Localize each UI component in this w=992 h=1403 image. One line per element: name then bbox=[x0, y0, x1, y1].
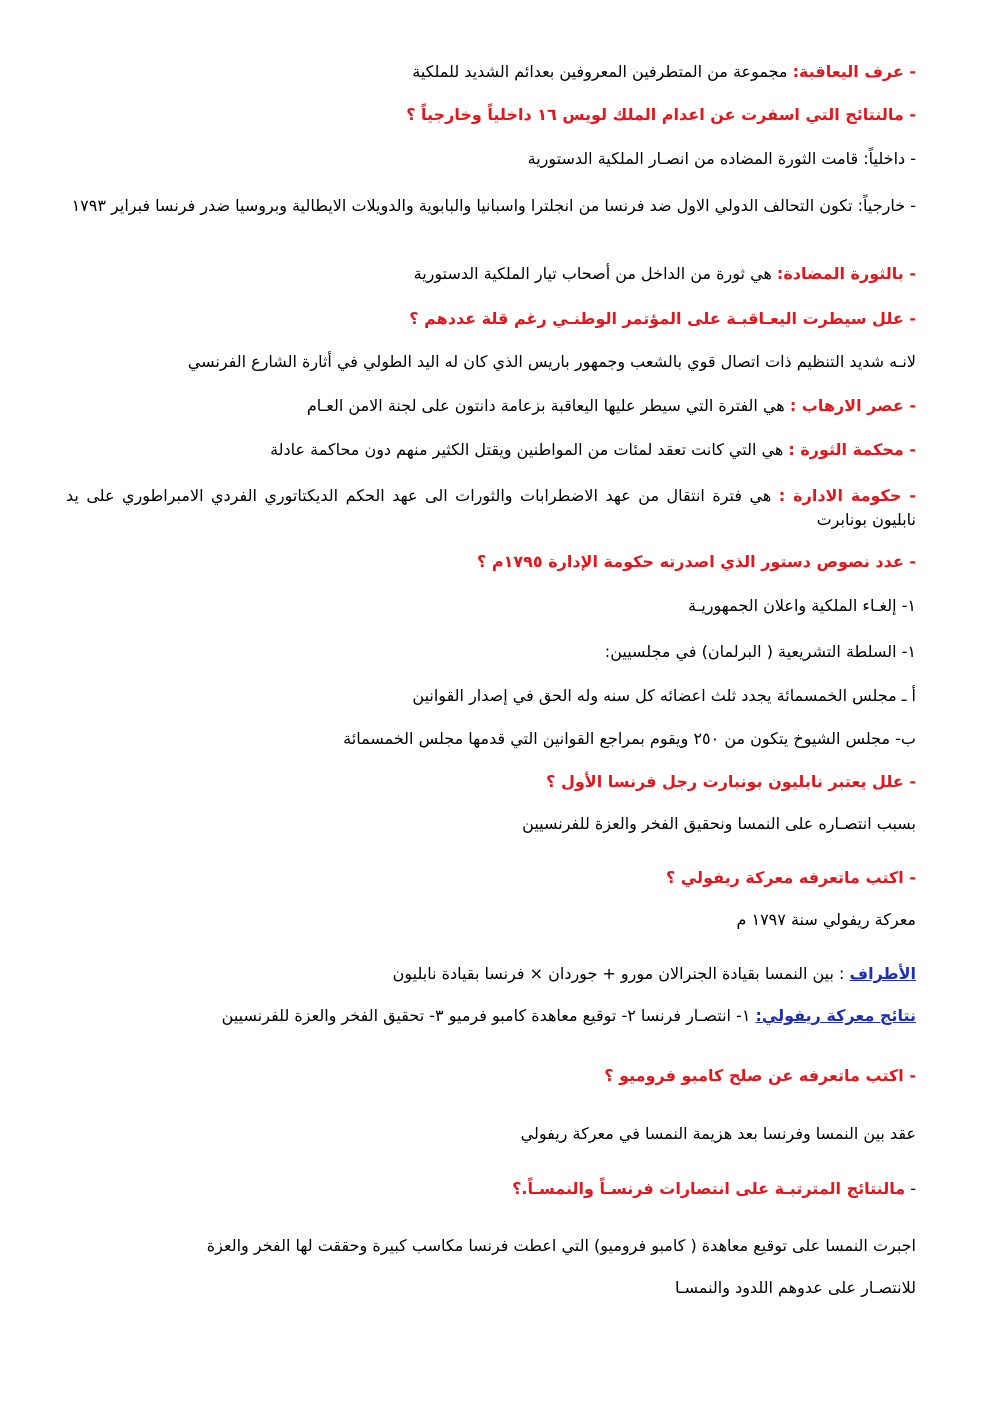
parties-text: : بين النمسا بقيادة الجنرالان مورو + جوردان × فرنسا بقيادة نابليون bbox=[392, 964, 850, 983]
definition-text: مجموعة من المتطرفين المعروفين بعدائم الشديد للملكية bbox=[412, 62, 793, 81]
answer-france-victories-line1: اجبرت النمسا على توقيع معاهدة ( كامبو فروميو) التي اعطت فرنسا مكاسب كبيرة وحققت لها الفخر والعزة bbox=[206, 1236, 916, 1255]
question-jacobins-control: - علل سيطرت اليعـاقبـة على المؤتمر الوطنـي رغم قلة عددهم ؟ bbox=[409, 309, 916, 328]
results-label: نتائج معركة ريفولي: bbox=[755, 1006, 916, 1025]
definition-text: هي التي كانت تعقد لمئات من المواطنين ويقتل الكثير منهم دون محاكمة عادلة bbox=[270, 440, 789, 459]
question-rivoli-battle: - اكتب ماتعرفه معركة ريفولي ؟ bbox=[666, 868, 916, 887]
parties-label: الأطراف bbox=[849, 964, 916, 983]
term-label: - محكمة الثورة : bbox=[788, 440, 916, 459]
question-prefix: - bbox=[905, 1179, 916, 1198]
list-item-abolish-monarchy: ١- إلغـاء الملكية واعلان الجمهوريـة bbox=[688, 596, 916, 615]
definition-jacobins bbox=[66, 60, 916, 84]
answer-france-victories-line2: للانتصـار على عدوهم اللدود والنمسـا bbox=[675, 1278, 916, 1297]
list-item-senate: ب- مجلس الشيوخ يتكون من ٢٥٠ ويقوم بمراجع القوانين التي قدمها مجلس الخمسمائة bbox=[343, 729, 916, 748]
results-text: ١- انتصـار فرنسا ٢- توقيع معاهدة كامبو فرميو ٣- تحقيق الفخر والعزة للفرنسيين bbox=[221, 1006, 756, 1025]
definition-text: هي فترة انتقال من عهد الاضطرابات والثورات الى عهد الحكم الديكتاتوري الفردي الامبراطوري على يد نابليون بونابرت bbox=[66, 486, 916, 529]
term-label: - عرف اليعاقبة: bbox=[792, 62, 916, 81]
definition-revolution-court bbox=[66, 438, 916, 462]
definition-text: هي الفترة التي سيطر عليها اليعاقبة بزعامة دانتون على لجنة الامن العـام bbox=[306, 396, 790, 415]
answer-napoleon-first-man: بسبب انتصـاره على النمسا ونحقيق الفخر والعزة للفرنسيين bbox=[522, 814, 916, 833]
definition-text: هي ثورة من الداخل من أصحاب تيار الملكية الدستورية bbox=[413, 264, 777, 283]
rivoli-results bbox=[66, 1004, 916, 1028]
list-item-legislative: ١- السلطة التشريعية ( البرلمان) في مجلسيين: bbox=[604, 642, 916, 661]
term-label: - حكومة الادارة : bbox=[778, 486, 916, 505]
answer-external: - خارجياً: تكون التحالف الدولي الاول ضد فرنسا من انجلترا واسبانيا والبابوية والدويلات الايطالية وبروسيا ضدر فرنسا فبراير ١٧٩٣ bbox=[71, 196, 916, 215]
definition-counter-revolution bbox=[66, 262, 916, 286]
question-constitution-1795: - عدد نصوص دستور الذي اصدرته حكومة الإدارة ١٧٩٥م ؟ bbox=[476, 552, 916, 571]
question-napoleon-first-man: - علل يعتبر نابليون بونبارت رجل فرنسا الأول ؟ bbox=[546, 772, 916, 791]
term-label: - عصر الارهاب : bbox=[789, 396, 916, 415]
list-item-council-500 bbox=[66, 684, 916, 708]
answer-internal: - داخلياً: قامت الثورة المضاده من انصـار الملكية الدستورية bbox=[527, 149, 916, 168]
rivoli-parties bbox=[66, 962, 916, 986]
council-500-text: أ ـ مجلس الخمسمائة يجدد ثلث اعضائه كل سنه وله الحق في إصدار القوانين bbox=[412, 686, 916, 705]
term-label: - بالثورة المضادة: bbox=[776, 264, 916, 283]
answer-rivoli-year: معركة ريفولي سنة ١٧٩٧ م bbox=[736, 910, 916, 929]
question-text: مالنتائج المترتبـة على انتصارات فرنسـاً والنمسـاً.؟ bbox=[512, 1179, 906, 1198]
question-france-victories bbox=[66, 1177, 916, 1201]
definition-reign-of-terror bbox=[66, 394, 916, 418]
definition-directory bbox=[66, 484, 916, 532]
answer-campo-formio: عقد بين النمسا وفرنسا بعد هزيمة النمسا في معركة ريفولي bbox=[520, 1124, 916, 1143]
question-louis16-results: - مالنتائج التي اسفرت عن اعدام الملك لويس ١٦ داخلياً وخارجياً ؟ bbox=[406, 105, 916, 124]
answer-jacobins-control: لانـه شديد التنظيم ذات اتصال قوي بالشعب وجمهور باريس الذي كان له اليد الطولي في أثارة الشارع الفرنسي bbox=[187, 352, 916, 371]
question-campo-formio: - اكتب ماتعرفه عن صلح كامبو فروميو ؟ bbox=[604, 1066, 916, 1085]
